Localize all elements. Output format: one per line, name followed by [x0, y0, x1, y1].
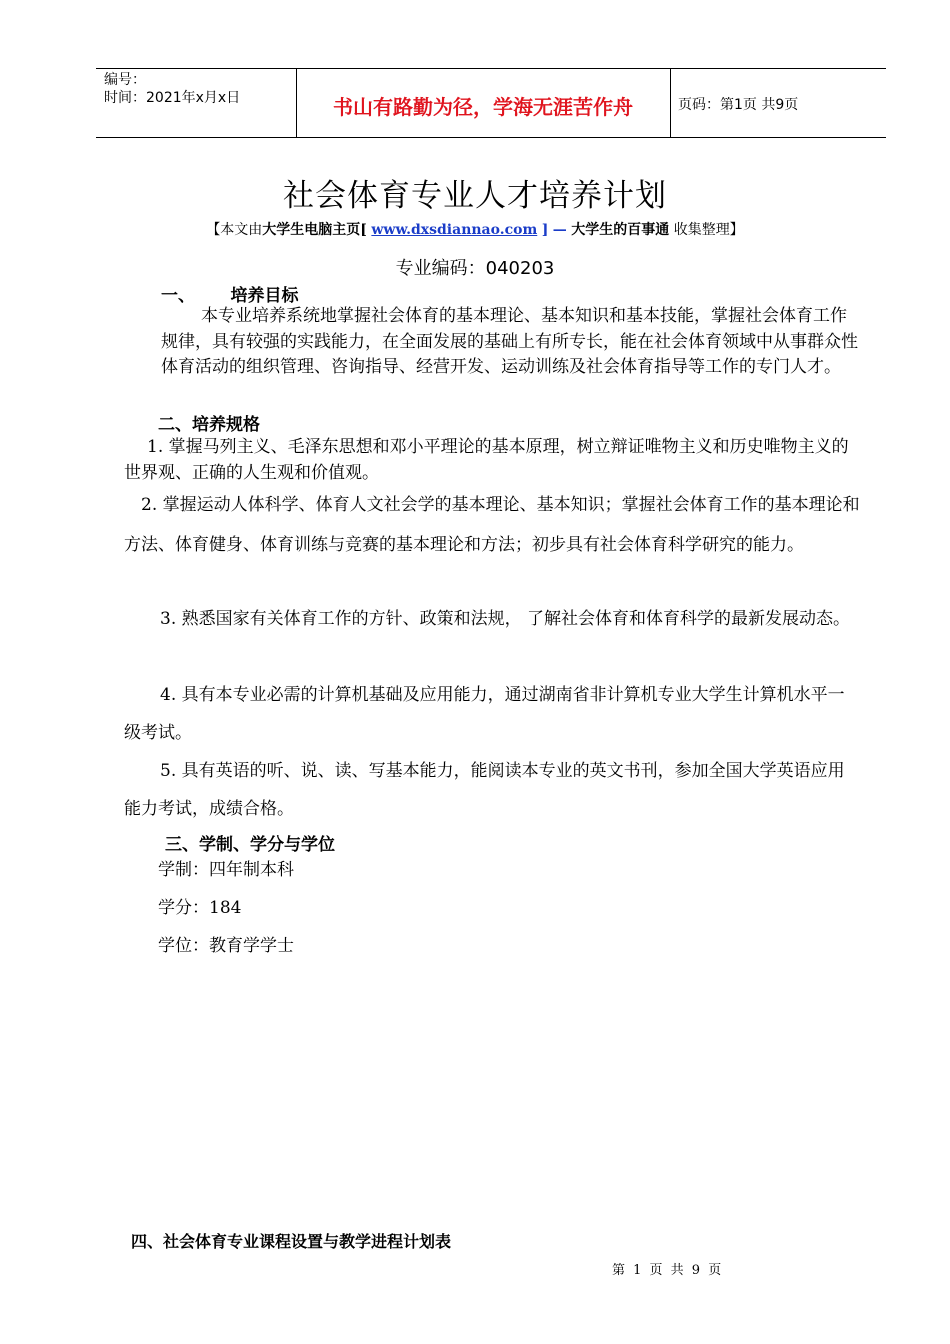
- degree-heading: 三、学制、学分与学位: [165, 835, 335, 855]
- header-motto: 书山有路勤为径，学海无涯苦作舟: [333, 95, 633, 119]
- source-suffix: 收集整理】: [673, 222, 744, 238]
- serial-number-label: 编号：: [104, 72, 146, 88]
- credits-text: 学分：184: [158, 898, 242, 918]
- source-close-bracket: ]: [541, 222, 549, 238]
- page-header: [96, 68, 886, 138]
- major-code: 专业编码：040203: [395, 258, 555, 279]
- source-note: [0, 219, 950, 239]
- document-title: 社会体育专业人才培养计划: [283, 178, 667, 214]
- goal-paragraph: 本专业培养系统地掌握社会体育的基本理论、基本知识和基本技能，掌握社会体育工作规律，具有较强的实践能力，在全面发展的基础上有所专长，能在社会体育领域中从事群众性体育活动的组织管理、咨询指导、经营开发、运动训练及社会体育指导等工作的专门人才。: [161, 306, 858, 377]
- source-tagline: 大学生的百事通: [571, 222, 670, 238]
- degree-text: 学位：教育学学士: [158, 936, 294, 956]
- spec-heading: 二、培养规格: [158, 415, 260, 435]
- header-page-info: 页码：第1页 共9页: [678, 97, 799, 113]
- spec-item-2: 2. 掌握运动人体科学、体育人文社会学的基本理论、基本知识；掌握社会体育工作的基本理论和方法、体育健身、体育训练与竞赛的基本理论和方法；初步具有社会体育科学研究的能力。: [124, 495, 860, 555]
- spec-item-5: 5. 具有英语的听、说、读、写基本能力，能阅读本专业的英文书刊，参加全国大学英语应用能力考试，成绩合格。: [124, 761, 845, 819]
- curriculum-heading: 四、社会体育专业课程设置与教学进程计划表: [131, 1232, 452, 1251]
- footer-page-number: 第 1 页 共 9 页: [612, 1263, 722, 1278]
- goal-heading: 一、 培养目标: [161, 286, 299, 306]
- source-url-link[interactable]: www.dxsdiannao.com: [371, 222, 538, 238]
- spec-item-3: 3. 熟悉国家有关体育工作的方针、政策和法规， 了解社会体育和体育科学的最新发展动态。: [160, 609, 851, 629]
- header-meta: [104, 71, 240, 107]
- source-site-name: 大学生电脑主页[: [262, 222, 367, 238]
- spec-item-1: 1. 掌握马列主义、毛泽东思想和邓小平理论的基本原理，树立辩证唯物主义和历史唯物主义的世界观、正确的人生观和价值观。: [124, 437, 849, 483]
- duration-text: 学制：四年制本科: [158, 860, 294, 880]
- spec-item-4: 4. 具有本专业必需的计算机基础及应用能力，通过湖南省非计算机专业大学生计算机水平一级考试。: [124, 685, 845, 743]
- time-label: 时间：2021年x月x日: [104, 90, 241, 106]
- header-divider: [670, 69, 671, 137]
- source-dash: —: [552, 222, 567, 238]
- source-prefix: 【本文由: [206, 222, 263, 238]
